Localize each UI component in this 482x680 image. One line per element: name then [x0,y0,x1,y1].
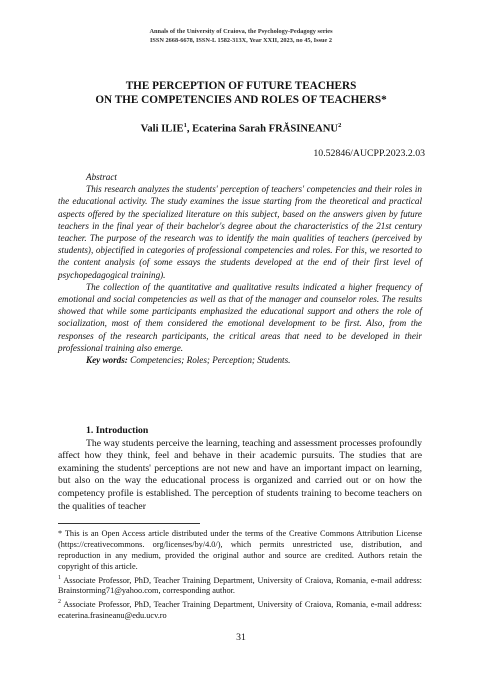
footnote-2-mark: 2 [58,599,61,606]
footnote-1-mark: 1 [58,574,61,581]
introduction-heading: 1. Introduction [86,425,149,436]
abstract-heading: Abstract [86,172,117,182]
keywords [58,354,422,366]
author-1-affiliation-mark: 1 [183,122,187,129]
footnote-2-text: Associate Professor, PhD, Teacher Training Department, University of Craiova, Romania, e-mail address: ecaterina.frasineanu@edu.ucv.ro [58,599,422,620]
abstract-paragraph-2: The collection of the quantitative and qualitative results indicated a higher frequency of emotional and social competencies as well as that of the manager and counselor roles. The results showed that while some participants emphasized the educational support and others the role of socialization, most of them considered the emotional development to be first. Also, from the responses of the research participants, the critical areas that need to be developed in their professional training also emerge. [58,281,422,353]
footnote-divider [58,523,200,524]
keywords-label: Key words: [86,355,128,366]
article-title [40,79,442,107]
footnotes [58,529,422,622]
journal-header [0,27,482,45]
journal-header-line-2: ISSN 2668-6678, ISSN-L 1582-313X, Year XXII, 2023, no 45, Issue 2 [149,37,333,44]
author-2-name: Ecaterina Sarah FRĂSINEANU [192,123,339,135]
journal-header-line-1: Annals of the University of Craiova, the Psychology-Pedagogy series [149,28,333,35]
article-title-line-1: THE PERCEPTION OF FUTURE TEACHERS [125,80,357,92]
doi: 10.52846/AUCPP.2023.2.03 [313,148,425,159]
page-number: 31 [236,632,246,643]
author-list [40,122,442,135]
abstract [58,171,422,366]
article-title-line-2: ON THE COMPETENCIES AND ROLES OF TEACHERS* [95,94,387,106]
introduction-paragraph-1: The way students perceive the learning, teaching and assessment processes profoundly affect how they think, feel and behave in their academic pursuits. The studies that are examining the students' perceptions are not new and have an important impact on learning, but also on the way the educational process is organized and carried out or on how the competency profile is established. The perception of students training to become teachers on the qualities of teacher [58,437,422,512]
footnote-1-text: Associate Professor, PhD, Teacher Training Department, University of Craiova, Romania, e-mail address: Brainstorming71@yahoo.com, corresponding author. [58,575,422,596]
footnote-star: * This is an Open Access article distributed under the terms of the Creative Commons Attribution License (https://creativecommons. org/licenses/by/4.0/), which permits unrestricted use, distribution, and reproduction in any medium, provided the original author and source are credited. Authors retain the copyright of this article. [58,529,422,571]
author-1-name: Vali ILIE [140,123,184,135]
keywords-list: Competencies; Roles; Perception; Students. [127,355,291,366]
author-separator: , [186,123,193,135]
footnote-1 [58,573,422,598]
footnote-2 [58,597,422,622]
introduction-section [58,425,422,513]
abstract-paragraph-1: This research analyzes the students' perception of teachers' competencies and their roles in the educational activity. The study examines the issue starting from the theoretical and practical aspects offered by the specialized literature on this subject, based on the answers given by future teachers in the final year of their bachelor's degree about the characteristics of the 21st century teacher. The purpose of the research was to identify the main qualities of teachers (perceived by students), objectified in categories of professional competencies and roles. For this, we resorted to the content analysis (of some essays the students developed at the end of their first level of psychopedagogical training). [58,184,422,280]
author-2-affiliation-mark: 2 [338,122,342,129]
